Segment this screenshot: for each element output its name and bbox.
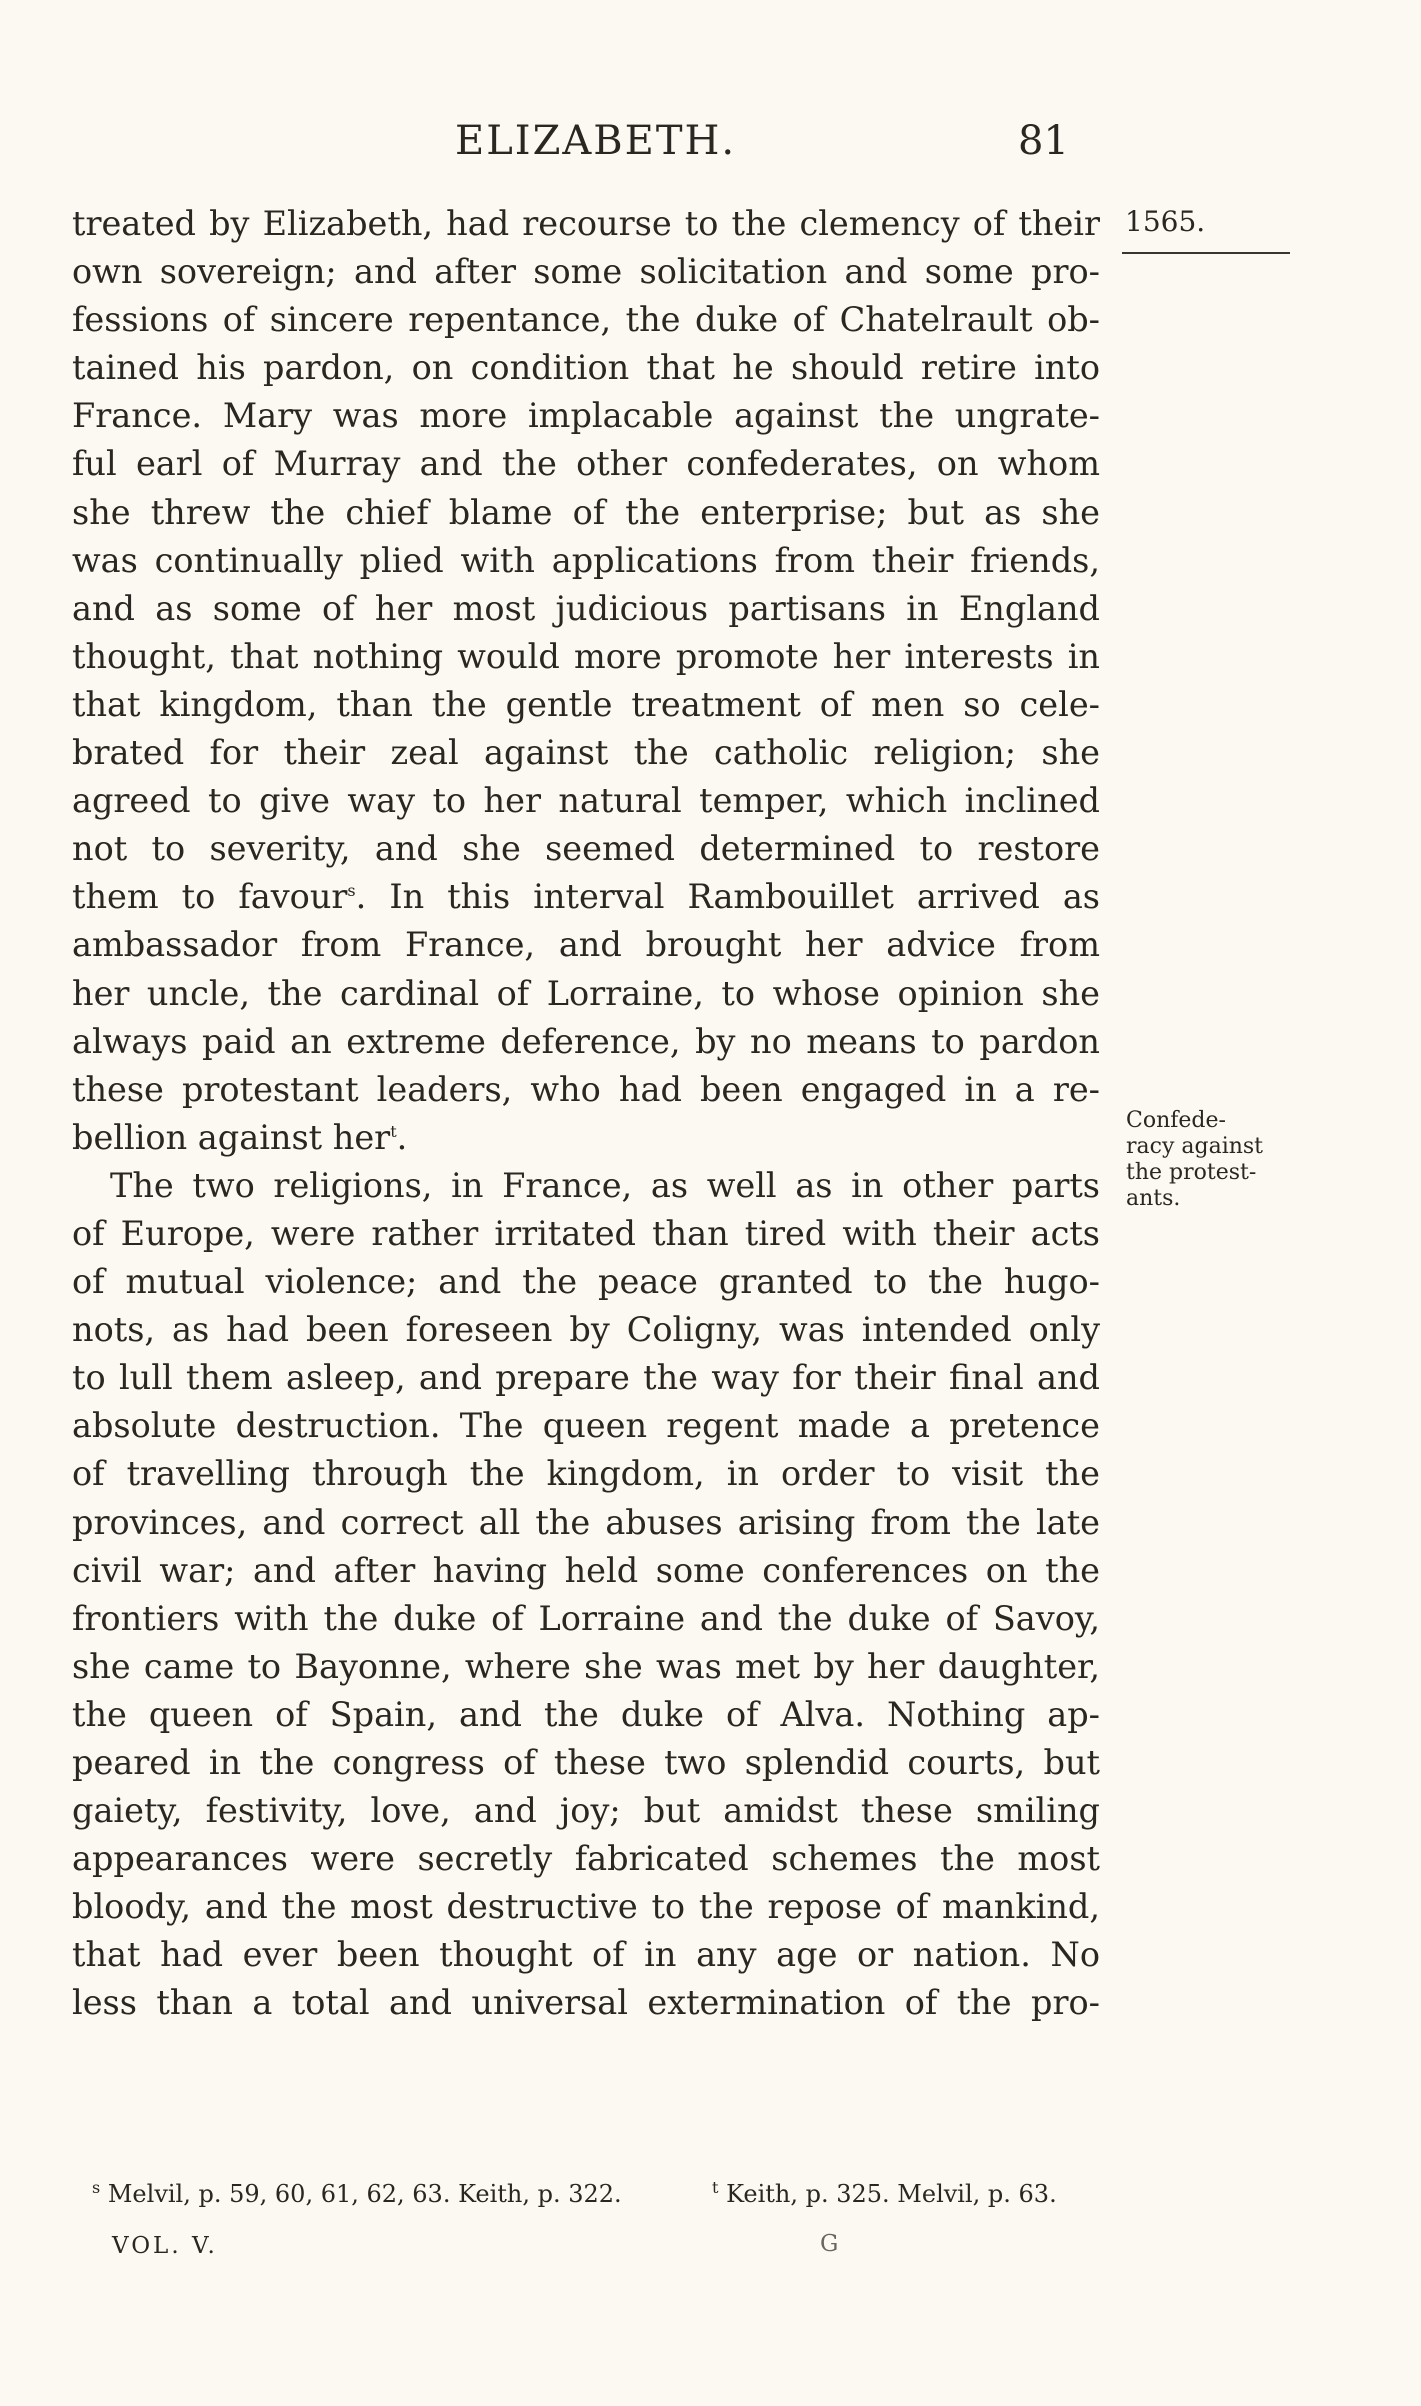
text-line xyxy=(72,873,1100,921)
text-line: these protestant leaders, who had been engaged in a re- xyxy=(72,1069,1100,1109)
text-line: treated by Elizabeth, had recourse to the clemency of their xyxy=(72,204,1100,243)
text-run: them to favour xyxy=(72,877,348,917)
page-number: 81 xyxy=(1018,118,1069,164)
text-line: nots, as had been foreseen by Coligny, was intended only xyxy=(72,1310,1100,1350)
text-line: that had ever been thought of in any age or nation. No xyxy=(72,1935,1100,1975)
margin-note-line: the protest- xyxy=(1126,1160,1257,1185)
text-run: bellion against her xyxy=(72,1117,391,1157)
text-line: and as some of her most judicious partisans in England xyxy=(72,588,1100,628)
text-line: of travelling through the kingdom, in order to visit the xyxy=(72,1454,1100,1494)
footnote-text: Melvil, p. 59, 60, 61, 62, 63. Keith, p. 322. xyxy=(107,2180,622,2208)
text-line: that kingdom, than the gentle treatment of men so cele- xyxy=(72,684,1100,724)
text-line: her uncle, the cardinal of Lorraine, to whose opinion she xyxy=(72,973,1100,1013)
text-line: gaiety, festivity, love, and joy; but amidst these smiling xyxy=(72,1791,1100,1831)
footnote-a xyxy=(92,2180,622,2208)
text-line: brated for their zeal against the catholic religion; she xyxy=(72,733,1100,773)
text-line: absolute destruction. The queen regent made a pretence xyxy=(72,1406,1100,1446)
footnote-mark: t xyxy=(712,2178,719,2197)
text-line: of mutual violence; and the peace granted to the hugo- xyxy=(72,1262,1100,1302)
text-line: she came to Bayonne, where she was met by her daughter, xyxy=(72,1646,1100,1686)
running-head-title: ELIZABETH. xyxy=(455,118,737,164)
footnotes xyxy=(92,2180,1102,2208)
text-line: own sovereign; and after some solicitation and some pro- xyxy=(72,252,1100,292)
margin-year: 1565. xyxy=(1125,205,1206,238)
text-line: ful earl of Murray and the other confederates, on whom xyxy=(72,444,1100,484)
text-line: bellion against her$^t$. xyxy=(72,1117,408,1157)
text-run: . In this interval Rambouillet arrived as xyxy=(355,877,1100,917)
footnote-text: Keith, p. 325. Melvil, p. 63. xyxy=(726,2180,1057,2208)
text-line: fessions of sincere repentance, the duke of Chatelrault ob- xyxy=(72,300,1100,340)
margin-note-line: racy against xyxy=(1126,1134,1264,1159)
text-line: agreed to give way to her natural temper, which inclined xyxy=(72,781,1100,821)
text-line: frontiers with the duke of Lorraine and the duke of Savoy, xyxy=(72,1598,1100,1638)
text-line: provinces, and correct all the abuses arising from the late xyxy=(72,1502,1100,1542)
footnote-b xyxy=(712,2180,1057,2208)
text-line: of Europe, were rather irritated than tired with their acts xyxy=(72,1213,1100,1253)
text-line: to lull them asleep, and prepare the way for their final and xyxy=(72,1358,1100,1398)
text-line: peared in the congress of these two splendid courts, but xyxy=(72,1743,1100,1782)
text-line: civil war; and after having held some conferences on the xyxy=(72,1550,1100,1590)
body-text xyxy=(72,200,1100,2028)
footnote-mark: s xyxy=(92,2178,101,2197)
text-line: she threw the chief blame of the enterprise; but as she xyxy=(72,492,1100,532)
signature-mark: G xyxy=(820,2231,839,2257)
text-line: not to severity, and she seemed determined to restore xyxy=(72,829,1100,869)
text-line: The two religions, in France, as well as in other parts xyxy=(110,1165,1100,1205)
text-line: less than a total and universal extermination of the pro- xyxy=(72,1983,1100,2023)
margin-rule xyxy=(1122,252,1290,254)
volume-signature: VOL. V. xyxy=(112,2233,218,2259)
margin-note-line: Confede- xyxy=(1126,1108,1226,1133)
text-line: bloody, and the most destructive to the repose of mankind, xyxy=(72,1887,1100,1927)
text-line: always paid an extreme deference, by no means to pardon xyxy=(72,1021,1100,1061)
text-line: ambassador from France, and brought her advice from xyxy=(72,925,1100,965)
text-line: was continually plied with applications from their friends, xyxy=(72,540,1100,580)
margin-note xyxy=(1126,1108,1276,1212)
text-line: tained his pardon, on condition that he should retire into xyxy=(72,348,1100,388)
text-line: the queen of Spain, and the duke of Alva. Nothing ap- xyxy=(72,1694,1100,1734)
text-line: appearances were secretly fabricated schemes the most xyxy=(72,1839,1100,1879)
text-line: thought, that nothing would more promote her interests in xyxy=(72,636,1100,676)
footnote-mark: t xyxy=(390,1121,397,1141)
text-line: France. Mary was more implacable against the ungrate- xyxy=(72,396,1100,436)
footnote-mark: s xyxy=(347,881,356,901)
margin-note-line: ants. xyxy=(1126,1186,1181,1211)
